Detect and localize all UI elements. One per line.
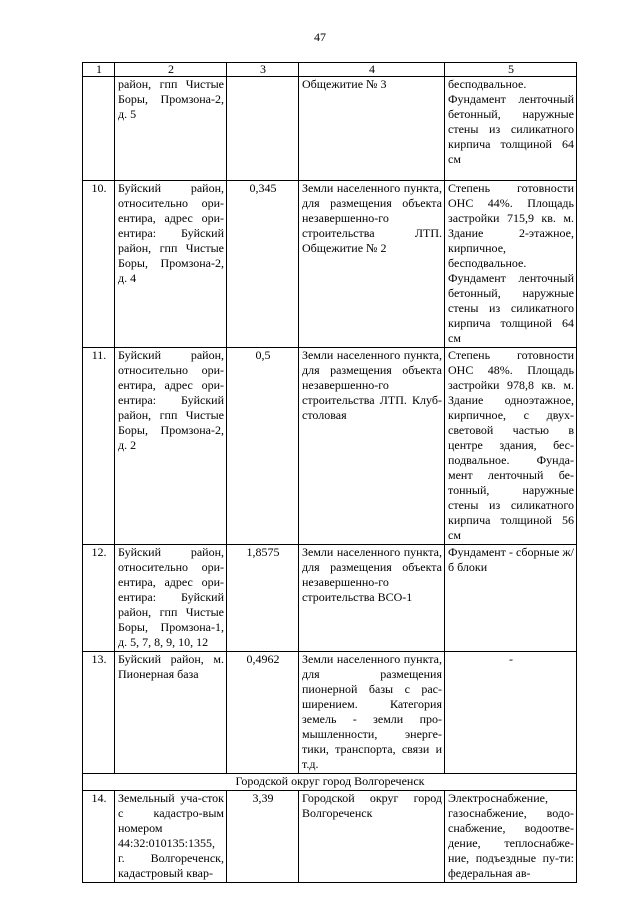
- header-cell: 1: [83, 63, 115, 77]
- table-row: [83, 545, 577, 652]
- row-number: 12.: [83, 545, 115, 652]
- header-cell: 4: [299, 63, 445, 77]
- row-description: -: [445, 652, 577, 774]
- row-number: 14.: [83, 791, 115, 883]
- section-title: Городской округ город Волгореченск: [83, 774, 577, 791]
- row-purpose: Общежитие № 3: [299, 77, 445, 181]
- header-cell: 2: [115, 63, 227, 77]
- row-area: [227, 77, 299, 181]
- header-cell: 3: [227, 63, 299, 77]
- row-location: Буйский район, относительно ори-ентира, адрес ори-ентира: Буйский район, гпп Чистые Боры, Промзона-2, д. 4: [115, 181, 227, 348]
- row-location: Земельный уча-сток с кадастро-вым номером 44:32:010135:1355, г. Волгореченск, кадастровый квар-: [115, 791, 227, 883]
- table-row: [83, 77, 577, 181]
- row-description: Электроснабжение, газоснабжение, водо-снабжение, водоотве-дение, теплоснабже-ние, подъездные пу-ти: федеральная ав-: [445, 791, 577, 883]
- page-number: 47: [314, 30, 326, 44]
- row-description: бесподвальное. Фундамент ленточный бетонный, наружные стены из силикатного кирпича толщиной 64 см: [445, 77, 577, 181]
- row-number: [83, 77, 115, 181]
- row-area: 0,4962: [227, 652, 299, 774]
- row-purpose: Земли населенного пункта, для размещения объекта незавершенно-го строительства ЛТП. Клуб-столовая: [299, 348, 445, 545]
- row-purpose: Земли населенного пункта, для размещения пионерной базы с рас-ширением. Категория земель - земли про-мышленности, энерге-тики, транспорта, связи и т.д.: [299, 652, 445, 774]
- table-row: [83, 348, 577, 545]
- row-purpose: Земли населенного пункта, для размещения объекта незавершенно-го строительства ЛТП. Общежитие № 2: [299, 181, 445, 348]
- land-plots-table: [82, 62, 577, 883]
- header-cell: 5: [445, 63, 577, 77]
- row-number: 13.: [83, 652, 115, 774]
- row-number: 11.: [83, 348, 115, 545]
- row-area: 3,39: [227, 791, 299, 883]
- table-header-row: [83, 63, 577, 77]
- row-description: Фундамент - сборные ж/б блоки: [445, 545, 577, 652]
- row-area: 1,8575: [227, 545, 299, 652]
- table-row: [83, 181, 577, 348]
- row-location: район, гпп Чистые Боры, Промзона-2, д. 5: [115, 77, 227, 181]
- table-row: [83, 791, 577, 883]
- row-location: Буйский район, относительно ори-ентира, адрес ори-ентира: Буйский район, гпп Чистые Боры, Промзона-1, д. 5, 7, 8, 9, 10, 12: [115, 545, 227, 652]
- row-area: 0,5: [227, 348, 299, 545]
- row-location: Буйский район, относительно ори-ентира, адрес ори-ентира: Буйский район, гпп Чистые Боры, Промзона-2, д. 2: [115, 348, 227, 545]
- row-number: 10.: [83, 181, 115, 348]
- section-row: [83, 774, 577, 791]
- row-location: Буйский район, м. Пионерная база: [115, 652, 227, 774]
- row-description: Степень готовности ОНС 44%. Площадь застройки 715,9 кв. м. Здание 2-этажное, кирпичное, бесподвальное. Фундамент ленточный бетонный, наружные стены из силикатного кирпича толщиной 64 см: [445, 181, 577, 348]
- row-description: Степень готовности ОНС 48%. Площадь застройки 978,8 кв. м. Здание одноэтажное, кирпичное, с двух-световой частью в центре здания, бес-подвальное. Фунда-мент ленточный бе-тонный, наружные стены из силикатного кирпича толщиной 56 см: [445, 348, 577, 545]
- row-purpose: Городской округ город Волгореченск: [299, 791, 445, 883]
- row-area: 0,345: [227, 181, 299, 348]
- row-purpose: Земли населенного пункта, для размещения объекта незавершенно-го строительства ВСО-1: [299, 545, 445, 652]
- table-row: [83, 652, 577, 774]
